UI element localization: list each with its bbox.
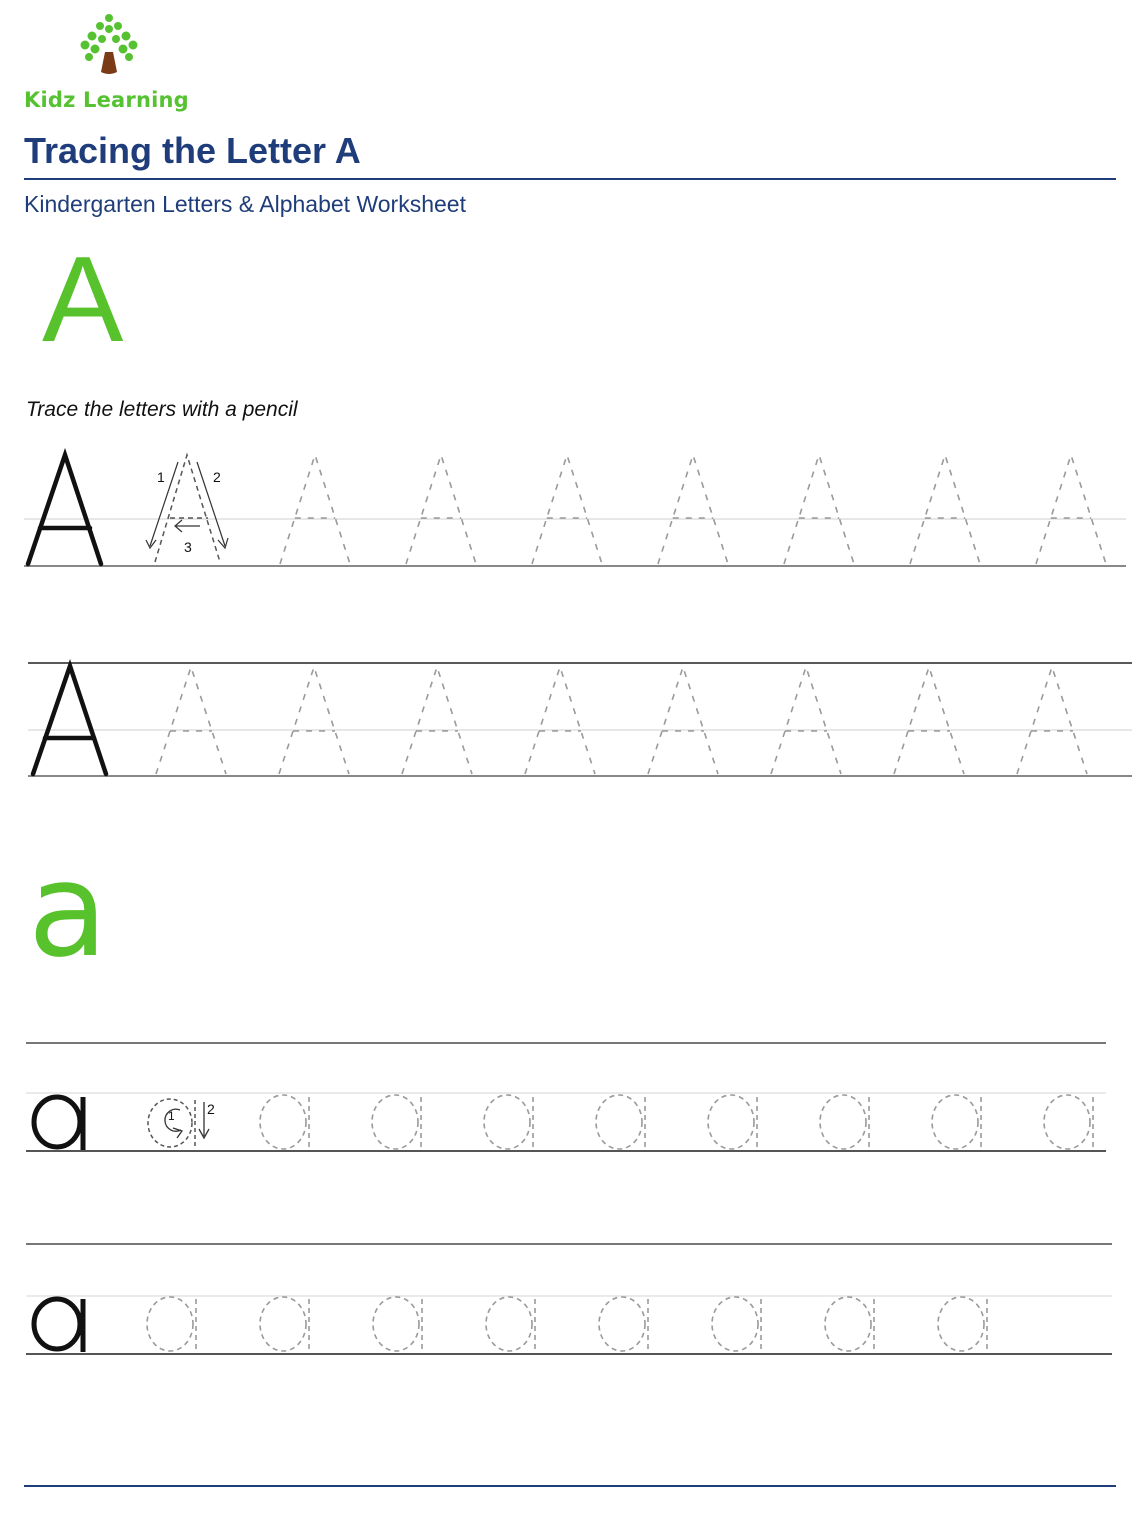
tracing-letter (402, 667, 472, 774)
display-letter-uppercase: A (42, 231, 124, 367)
tracing-letter (596, 1095, 645, 1149)
tracing-letter (894, 667, 964, 774)
traced-letters-row-3 (260, 1095, 1093, 1149)
lowercase-row-2 (0, 1232, 1140, 1367)
tracing-letter (712, 1297, 761, 1351)
tracing-letter (784, 455, 854, 564)
tracing-letter (1036, 455, 1106, 564)
traced-letters-row-1 (280, 455, 1140, 564)
tracing-letter (260, 1297, 309, 1351)
tracing-letter (484, 1095, 533, 1149)
tracing-letter (771, 667, 841, 774)
tracing-letter (532, 455, 602, 564)
tracing-letter (406, 455, 476, 564)
lowercase-row-1 (0, 1030, 1140, 1165)
tracing-letter (525, 667, 595, 774)
tracing-letter (658, 455, 728, 564)
footer-divider (24, 1485, 1116, 1487)
tracing-letter (1017, 667, 1087, 774)
tracing-letter (260, 1095, 309, 1149)
tree-icon (78, 12, 140, 78)
tracing-letter (1044, 1095, 1093, 1149)
model-letter (34, 1097, 83, 1150)
stroke-number-1: 1 (168, 1109, 175, 1123)
tracing-letter (373, 1297, 422, 1351)
traced-letters-row-2 (156, 667, 1087, 774)
tracing-letter (147, 1297, 196, 1351)
stroke-number-3: 3 (184, 539, 192, 555)
stroke-number-2: 2 (207, 1101, 215, 1117)
tracing-letter (280, 455, 350, 564)
model-letter (33, 666, 106, 774)
tracing-letter (372, 1095, 421, 1149)
tracing-letter (156, 667, 226, 774)
instruction-text: Trace the letters with a pencil (26, 398, 298, 421)
page-subtitle: Kindergarten Letters & Alphabet Worksheet (24, 191, 466, 217)
stroke-number-2: 2 (213, 469, 221, 485)
tracing-letter (279, 667, 349, 774)
brand-name: Kidz Learning (24, 88, 189, 112)
tracing-letter (648, 667, 718, 774)
tracing-letter (820, 1095, 869, 1149)
uppercase-row-1 (0, 440, 1140, 580)
uppercase-row-2 (0, 650, 1140, 790)
tracing-letter (708, 1095, 757, 1149)
model-letter (28, 455, 101, 564)
display-letter-lowercase: a (28, 834, 108, 986)
model-letter (34, 1299, 83, 1352)
tracing-letter (938, 1297, 987, 1351)
traced-letters-row-4 (147, 1297, 987, 1351)
page-title: Tracing the Letter A (24, 130, 361, 171)
tracing-letter (932, 1095, 981, 1149)
tracing-letter (910, 455, 980, 564)
stroke-guide-letter (148, 1099, 195, 1148)
stroke-number-1: 1 (157, 469, 165, 485)
tracing-letter (599, 1297, 648, 1351)
title-divider (24, 178, 1116, 180)
tracing-letter (825, 1297, 874, 1351)
tracing-letter (486, 1297, 535, 1351)
